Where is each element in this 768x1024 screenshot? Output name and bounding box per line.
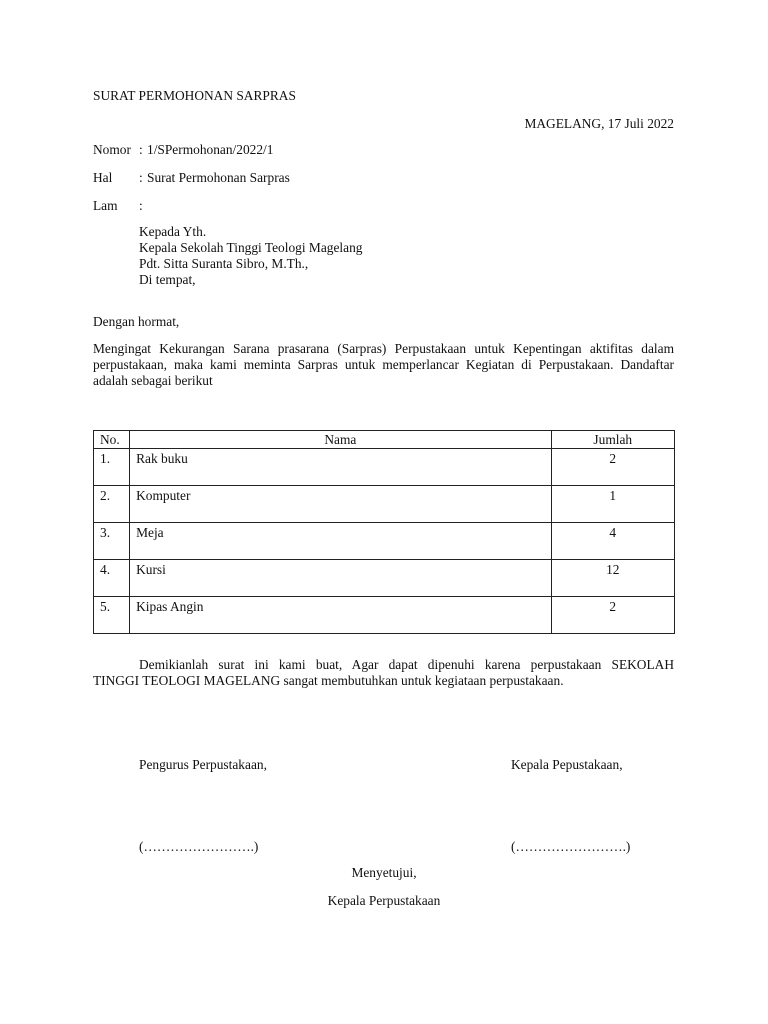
cell-no: 1. xyxy=(94,449,130,486)
meta-separator: : xyxy=(139,142,143,157)
recipient-line: Pdt. Sitta Suranta Sibro, M.Th., xyxy=(139,256,309,271)
closing-line: Demikianlah surat ini kami buat, Agar dapat dipenuhi karena perpustakaan SEKOLAH xyxy=(139,657,674,672)
recipient-line: Kepala Sekolah Tinggi Teologi Magelang xyxy=(139,240,363,255)
signature-left-title: Pengurus Perpustakaan, xyxy=(139,757,267,772)
body-line: perpustakaan, maka kami meminta Sarpras untuk memperlancar Kegiatan di Perpustakaan. Dandaftar xyxy=(93,357,674,372)
signature-right-blank: (…………………….) xyxy=(511,839,631,854)
table-row xyxy=(94,523,675,560)
meta-separator: : xyxy=(139,170,143,185)
cell-nama: Kursi xyxy=(130,560,551,597)
cell-nama: Rak buku xyxy=(130,449,551,486)
cell-no: 3. xyxy=(94,523,130,560)
cell-no: 5. xyxy=(94,597,130,634)
table-row xyxy=(94,560,675,597)
place-date: MAGELANG, 17 Juli 2022 xyxy=(524,116,674,131)
recipient-line: Di tempat, xyxy=(139,272,196,287)
body-line: adalah sebagai berikut xyxy=(93,373,213,388)
meta-separator: : xyxy=(139,198,143,213)
cell-no: 4. xyxy=(94,560,130,597)
closing-paragraph xyxy=(93,657,674,689)
recipient-line: Kepada Yth. xyxy=(139,224,207,239)
cell-no: 2. xyxy=(94,486,130,523)
meta-value: 1/SPermohonan/2022/1 xyxy=(147,142,274,157)
body-line: Mengingat Kekurangan Sarana prasarana (Sarpras) Perpustakaan untuk Kepentingan aktifitas dalam xyxy=(93,341,674,356)
approval-label: Menyetujui, xyxy=(351,865,417,880)
header-no: No. xyxy=(94,431,130,449)
table-row xyxy=(94,486,675,523)
header-nama: Nama xyxy=(130,431,551,449)
meta-label: Nomor xyxy=(93,142,131,157)
header-jumlah: Jumlah xyxy=(551,431,674,449)
cell-nama: Kipas Angin xyxy=(130,597,551,634)
body-paragraph xyxy=(93,341,674,389)
items-table xyxy=(93,430,675,634)
cell-jumlah: 12 xyxy=(551,560,674,597)
approval-title: Kepala Perpustakaan xyxy=(327,893,441,908)
cell-jumlah: 1 xyxy=(551,486,674,523)
cell-nama: Komputer xyxy=(130,486,551,523)
meta-value: Surat Permohonan Sarpras xyxy=(147,170,290,185)
closing-line: TINGGI TEOLOGI MAGELANG sangat membutuhkan untuk kegiataan perpustakaan. xyxy=(93,673,564,688)
cell-jumlah: 4 xyxy=(551,523,674,560)
cell-jumlah: 2 xyxy=(551,449,674,486)
meta-label: Lam xyxy=(93,198,118,213)
cell-nama: Meja xyxy=(130,523,551,560)
meta-label: Hal xyxy=(93,170,113,185)
letter-title: SURAT PERMOHONAN SARPRAS xyxy=(93,88,296,103)
recipient-block xyxy=(139,224,362,288)
table-row xyxy=(94,449,675,486)
signature-left-blank: (…………………….) xyxy=(139,839,259,854)
cell-jumlah: 2 xyxy=(551,597,674,634)
greeting: Dengan hormat, xyxy=(93,314,180,329)
signature-right-title: Kepala Pepustakaan, xyxy=(511,757,623,772)
table-row xyxy=(94,597,675,634)
table-header-row xyxy=(94,431,675,449)
